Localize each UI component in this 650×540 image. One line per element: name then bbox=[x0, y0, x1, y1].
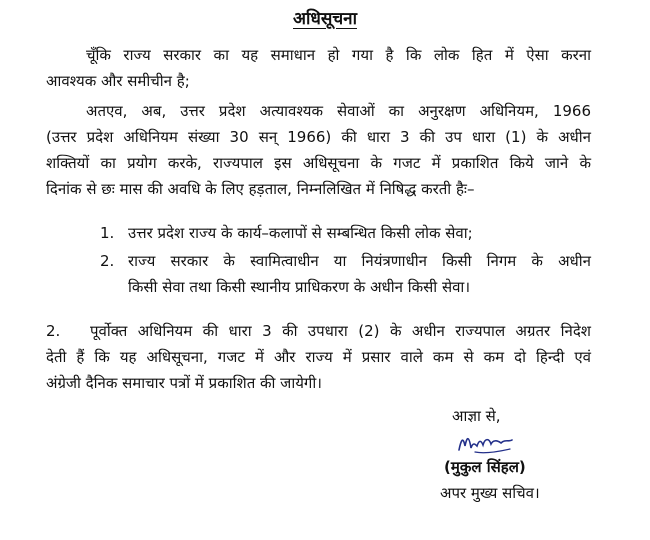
para2-line3: शक्तियों का प्रयोग करके, राज्यपाल इस अधिसूचना के गजट में प्रकाशित किये जाने के bbox=[46, 154, 591, 172]
para3-line2: देती हैं कि यह अधिसूचना, गजट में और राज्य में प्रसार वाले कम से कम दो हिन्दी एवं bbox=[46, 348, 591, 366]
list-item2-line2: किसी सेवा तथा किसी स्थानीय प्राधिकरण के अधीन किसी सेवा। bbox=[128, 278, 470, 296]
document-title bbox=[0, 6, 650, 29]
list-item1-text: उत्तर प्रदेश राज्य के कार्य–कलापों से सम्बन्धित किसी लोक सेवा; bbox=[128, 224, 473, 242]
list-item1-number: 1. bbox=[100, 224, 115, 242]
signatory-name: (मुकुल सिंहल) bbox=[444, 458, 526, 476]
list-item2-line1: राज्य सरकार के स्वामित्वाधीन या नियंत्रणाधीन किसी निगम के अधीन bbox=[128, 252, 591, 270]
para2-line2: (उत्तर प्रदेश अधिनियम संख्या 30 सन् 1966) की धारा 3 की उप धारा (1) के अधीन bbox=[46, 128, 591, 146]
list-item2-number: 2. bbox=[100, 252, 115, 270]
order-text: आज्ञा से, bbox=[452, 407, 501, 425]
para1-line1: चूँकि राज्य सरकार का यह समाधान हो गया है कि लोक हित में ऐसा करना bbox=[86, 46, 591, 64]
para3-line3: अंग्रेजी दैनिक समाचार पत्रों में प्रकाशित की जायेगी। bbox=[46, 374, 322, 392]
para2-line1: अतएव, अब, उत्तर प्रदेश अत्यावश्यक सेवाओं का अनुरक्षण अधिनियम, 1966 bbox=[86, 102, 591, 120]
para3-number: 2. bbox=[46, 322, 61, 340]
para3-line1: पूर्वोक्त अधिनियम की धारा 3 की उपधारा (2) के अधीन राज्यपाल अग्रतर निदेश bbox=[90, 322, 591, 340]
signatory-designation: अपर मुख्य सचिव। bbox=[440, 484, 540, 502]
para1-line2: आवश्यक और समीचीन है; bbox=[46, 72, 190, 90]
handwritten-signature bbox=[455, 430, 515, 456]
para2-line4: दिनांक से छः मास की अवधि के लिए हड़ताल, निम्नलिखित में निषिद्ध करती हैः– bbox=[46, 180, 475, 198]
title-text: अधिसूचना bbox=[293, 9, 357, 29]
